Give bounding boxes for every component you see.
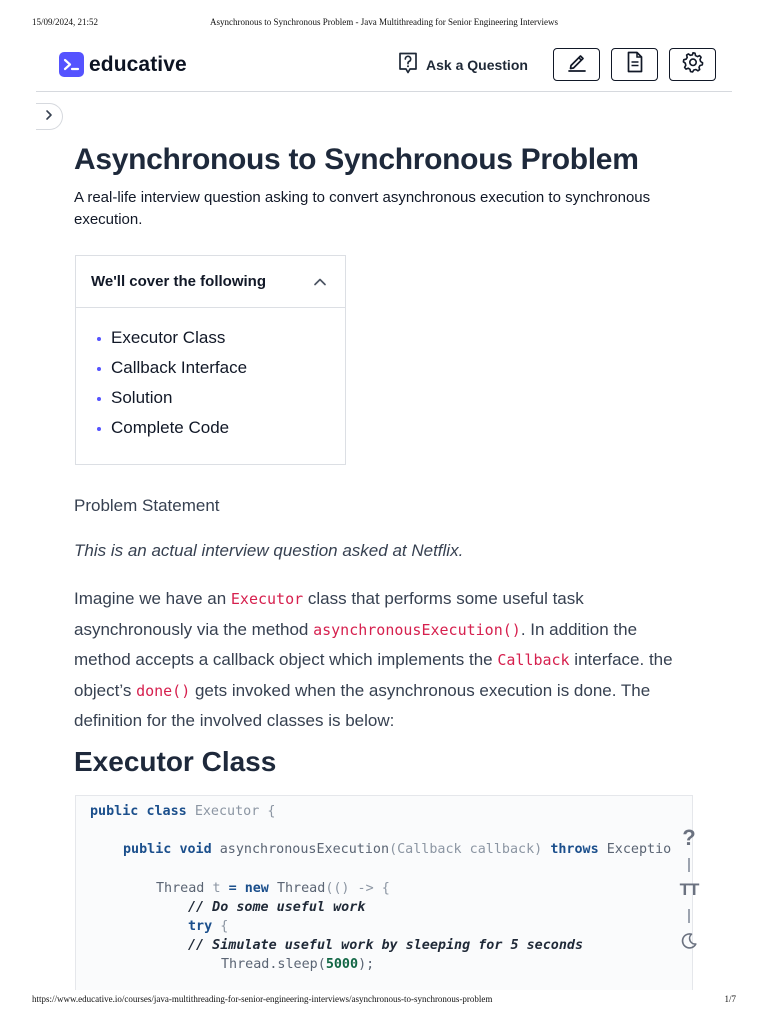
problem-statement-label: Problem Statement <box>74 496 220 515</box>
floating-toolbar <box>672 820 706 990</box>
problem-paragraph <box>74 584 694 736</box>
code-token: Exceptio <box>606 842 672 857</box>
print-date: 15/09/2024, 21:52 <box>32 17 99 27</box>
code-line <box>90 804 275 819</box>
dark-mode-button[interactable] <box>672 932 706 955</box>
code-token: Thread <box>156 881 205 896</box>
ask-question-label: Ask a Question <box>426 57 528 73</box>
paragraph-text: interface. the object’s <box>74 650 673 700</box>
paragraph-text: gets invoked when the asynchronous execution is done. The definition for the involved classes is below: <box>74 680 651 731</box>
chevron-right-icon <box>44 108 54 126</box>
code-token: ); <box>358 957 375 972</box>
page-subtitle: A real-life interview question asking to convert asynchronous execution to synchronous execution. <box>74 189 651 228</box>
section-heading-executor-class: Executor Class <box>74 746 277 777</box>
print-header <box>32 17 736 31</box>
code-line <box>123 842 671 857</box>
question-box-icon <box>398 52 418 79</box>
print-doc-title: Asynchronous to Synchronous Problem - Java Multithreading for Senior Engineering Interviews <box>210 17 558 27</box>
divider <box>688 909 690 923</box>
code-token: { <box>381 881 390 896</box>
moon-icon <box>680 932 698 955</box>
toc-panel <box>75 255 346 465</box>
code-token: asynchronousExecution <box>219 842 390 857</box>
gear-icon <box>682 51 704 78</box>
text-size-button[interactable] <box>672 880 706 900</box>
help-button[interactable] <box>672 825 706 851</box>
paragraph-text: Imagine we have an <box>74 589 231 608</box>
interview-note: This is an actual interview question asked at Netflix. <box>74 541 464 560</box>
code-comment: // Do some useful work <box>188 900 366 915</box>
code-line <box>188 919 228 934</box>
document-button[interactable] <box>611 48 658 81</box>
code-token: (() -> <box>325 881 374 896</box>
print-footer <box>32 994 736 1008</box>
code-token: Thread <box>276 881 326 896</box>
document-icon <box>626 51 644 78</box>
top-navbar <box>36 40 732 92</box>
paragraph-text: . In addition the method accepts a callback object which implements the <box>74 619 638 670</box>
text-size-icon: TT <box>679 880 699 899</box>
toc-item-complete-code[interactable]: Complete Code <box>96 416 345 446</box>
ask-question-button[interactable] <box>398 53 528 77</box>
code-token: = <box>228 881 237 896</box>
code-line <box>156 881 390 896</box>
toc-item-executor-class[interactable]: Executor Class <box>96 326 345 356</box>
toc-heading: We'll cover the following <box>91 273 266 290</box>
code-token: throws <box>550 842 599 857</box>
code-token: try <box>188 919 213 934</box>
educative-logo[interactable] <box>59 52 187 77</box>
code-token: class <box>146 804 187 819</box>
code-token: Executor { <box>194 804 276 819</box>
page-title: Asynchronous to Synchronous Problem <box>74 143 639 176</box>
toc-header[interactable] <box>76 256 345 308</box>
print-page-number: 1/7 <box>724 994 736 1004</box>
code-token: void <box>179 842 212 857</box>
inline-code-callback: Callback <box>497 651 570 670</box>
code-comment: // Simulate useful work by sleeping for 5 seconds <box>188 938 584 953</box>
paragraph-text: class that performs some useful task asynchronously via the method <box>74 589 584 639</box>
code-token: (Callback callback) <box>389 842 543 857</box>
inline-code-executor: Executor <box>230 590 304 608</box>
code-token: public <box>90 804 139 819</box>
help-icon: ? <box>682 825 696 850</box>
toc-item-solution[interactable]: Solution <box>96 386 345 416</box>
brand-name: educative <box>89 52 187 76</box>
code-token: t <box>212 881 221 896</box>
educative-logo-icon <box>59 52 84 77</box>
divider <box>688 858 690 872</box>
sidebar-toggle-button[interactable] <box>36 103 63 130</box>
notes-button[interactable] <box>553 48 600 81</box>
settings-button[interactable] <box>669 48 716 81</box>
print-url: https://www.educative.io/courses/java-multithreading-for-senior-engineering-interviews/asynchronous-to-synchronous-problem <box>32 994 493 1004</box>
inline-code-done: done() <box>136 681 191 700</box>
code-token: Thread.sleep( <box>221 957 326 972</box>
inline-code-async-method: asynchronousExecution() <box>313 620 521 639</box>
code-token: 5000 <box>325 957 359 972</box>
toc-item-callback-interface[interactable]: Callback Interface <box>96 356 345 386</box>
code-line <box>221 957 374 972</box>
code-token: new <box>244 881 269 896</box>
chevron-up-icon[interactable] <box>313 274 327 292</box>
pencil-icon <box>566 51 588 78</box>
code-token: public <box>123 842 172 857</box>
code-token: { <box>220 919 229 934</box>
toc-list <box>76 308 345 446</box>
code-block[interactable] <box>75 795 696 990</box>
